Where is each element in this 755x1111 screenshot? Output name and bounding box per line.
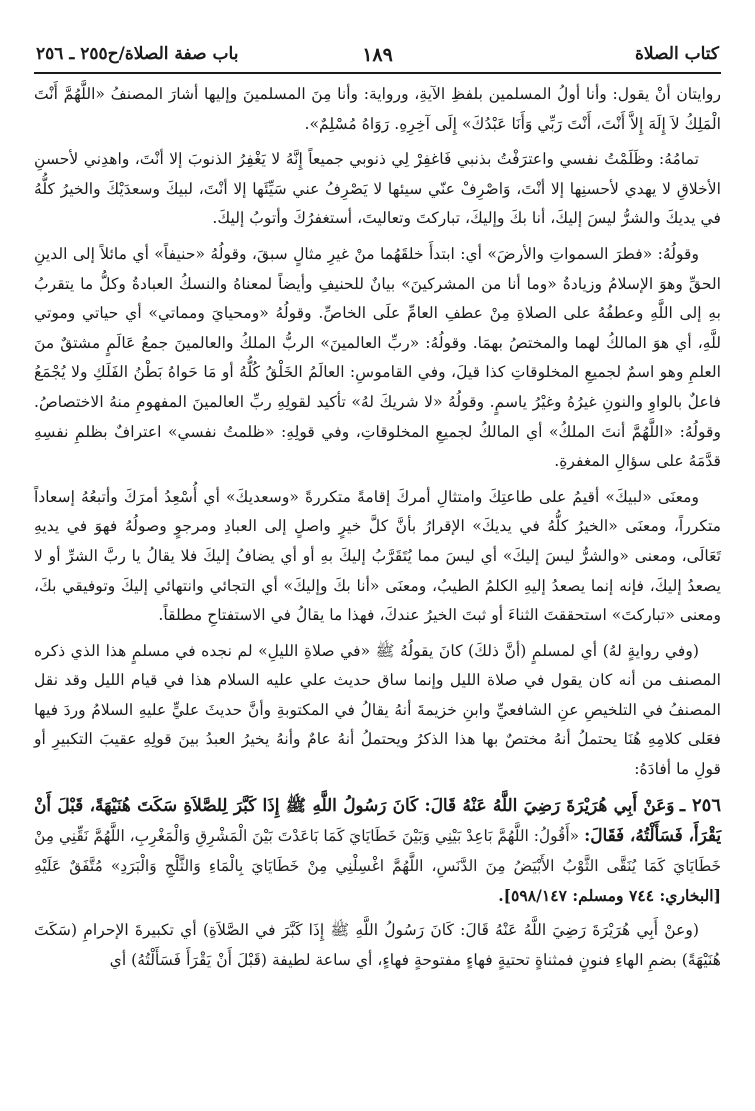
hadith-matn: وَعَنْ أَبِي هُرَيْرَةَ رَضِيَ اللَّهُ عَنْهُ قَالَ: كَانَ رَسُولُ اللَّهِ ﷺ إِذَا كَبَّرَ لِلصَّلاَةِ سَكَتَ هُنَيْهَةً، قَبْلَ أَنْ يَقْرَأَ، فَسَأَلْتُهُ، فَقَالَ:: [34, 794, 721, 846]
paragraph-1: روايتان أنْ يقول: وأنا أولُ المسلمين بلفظِ الآيةِ، ورواية: وأنا مِنَ المسلمينَ وإليها أشارَ المصنفُ «اللَّهُمَّ أَنْتَ الْمَلِكُ لاَ إِلَهَ إِلاَّ أَنْتَ، أَنْتَ رَبِّي وَأَنَا عَبْدُكَ» إِلَى آخِرِهِ. رَوَاهُ مُسْلِمٌ».: [34, 85, 721, 133]
paragraph-3: وقولُهُ: «فطرَ السمواتِ والأرضَ» أي: ابتدأَ خلقَهُما منْ غيرِ مثالٍ سبقَ، وقولُهُ «حنيفاً» أي مائلاً إلى الدينِ الحقِّ وهوَ الإسلامُ وزيادةُ «وما أنا من المشركينَ» بيانٌ للحنيفِ وأيضاً لمعناهُ والنسكُ العبادةُ وكلُّ ما يتقربُ بهِ إلى اللَّهِ وعطفُهُ على الصلاةِ مِنْ عطفِ العامِّ علَى الخاصِّ. وقولُهُ «ومحيايَ ومماتي» أي حياتي وموتي للَّهِ، أي هوَ المالكُ لهما والمختصُ بهمَا. وقولُهُ: «ربِّ العالمينَ» الربُّ الملكُ والعالمينَ جمعُ عَالَمٍ مشتقٌ منَ العلمِ وهو اسمٌ لجميعِ المخلوقاتِ كذا قيلَ، وفي القاموسِ: العالَمُ الخَلْقُ كُلُّهُ أو مَا حَواهُ بَطْنُ الفَلَكِ ولا يُجْمَعُ فاعلٌ بالواوِ والنونِ غيرُهُ وغيْرُ ياسمٍ. وقولُهُ «لا شريكَ لهُ» تأكيد لقولِهِ ربِّ العالمينَ المفهومِ منهُ الاختصاصُ. وقولُهُ: «اللَّهُمَّ أنتَ الملكُ» أي المالكُ لجميعِ المخلوقاتِ، وفي قولِهِ: «ظلمتُ نفسي» اعترافٌ بظلمِ نفسِهِ قدَّمَهُ على سؤالِ المغفرةِ.: [34, 244, 721, 471]
hadith-number: ٢٥٦ ـ: [679, 794, 721, 816]
hadith-source: [البخاري: ٧٤٤ ومسلم: ٥٩٨/١٤٧].: [498, 886, 721, 906]
page-number: ١٨٩: [362, 44, 393, 66]
header-chapter-title: باب صفة الصلاة/ح٢٥٥ ـ ٢٥٦: [36, 44, 239, 64]
paragraph-5: (وفي روايةٍ لهُ) أي لمسلمٍ (أنَّ ذلكَ) كانَ يقولُهُ ﷺ «في صلاةِ الليلِ» لم نجده في مسلمٍ هذا الذي ذكره المصنف من أنه كان يقول في صلاة الليل وإنما ساق حديث علي عليه السلام هذا في قيام الليل وقد نقل المصنفُ في التلخيصِ عنِ الشافعيِّ وابنِ خزيمةَ أنهُ يقالُ في المكتوبةِ وأنَّ حديثَ عليٍّ عليهِ السلامُ وردَ فيها فعَلى كلامِهِ هُنَا يحتملُ أنهُ مختصٌ بها هذا الذكرُ ويحتملُ أنهُ عامٌ وأنهُ يخيرُ العبدُ بينَ قولِهِ عقيبَ التكبيرِ أو قولِ ما أفادَهُ:: [34, 641, 721, 779]
hadith-dua: «أَقُولُ: اللَّهُمَّ بَاعِدْ بَيْنِي وَبَيْنَ خَطَايَايَ كَمَا بَاعَدْتَ بَيْنَ الْمَشْرِقِ وَالْمَغْرِبِ، اللَّهُمَّ نَقِّنِي مِنْ خَطَايَايَ كَمَا يُنَقَّى الثَّوْبُ الأَبْيَضُ مِنَ الدَّنَسِ، اللَّهُمَّ اغْسِلْنِي مِنْ خَطَايَايَ بِالْمَاءِ وَالثَّلْجِ وَالْبَرَدِ» مُتَّفَقٌ عَلَيْهِ: [34, 827, 721, 875]
header-rule: [34, 72, 721, 74]
page-body: [34, 80, 721, 975]
hadith-256: [34, 791, 721, 912]
running-header: [34, 38, 721, 72]
paragraph-2: تمامُهُ: وظَلَمْتُ نفسي واعترَفْتُ بذنبي فَاغفِرْ لِي ذنوبي جميعاً إِنَّهُ لا يَغْفِرُ الذنوبَ إلا أنْتَ، واهدِني لأحسنِ الأخلاقِ لا يهدي لأحسنِها إلا أنْتَ، وَاصْرِفْ عنّي سيئها لا يَصْرِفُ عني سَيِّئَها إلا أنْتَ، لبيكَ وسعدَيْكَ والخيرُ كلُّهُ في يديكَ والشرُّ ليسَ إليكَ، أنا بكَ وإليكَ، تباركتَ وتعاليتَ، أستغفرُكَ وأتوبُ إليكَ.: [34, 150, 721, 228]
header-book-title: كتاب الصلاة: [634, 44, 719, 64]
paragraph-4: ومعنَى «لبيكَ» أقيمُ على طاعتِكَ وامتثالِ أمركَ إقامةً متكررةً «وسعديكَ» أي أُسْعِدُ أمرَكَ وأتبعُهُ إسعاداً متكرراً، ومعنَى «الخيرُ كلُّهُ في يديكَ» الإقرارُ بأنَّ كلَّ خيرٍ واصلٍ إلى العبادِ ومرجوٍ وصولُهُ فهوَ في يديهِ تَعَالَى، ومعنى «والشرُّ ليسَ إليكَ» أي ليسَ مما يُتَقَرَّبُ إليكَ بهِ أو أي يضافُ إليكَ فلا يقالُ يا ربَّ الشرِّ أو لا يصعدُ إليكَ، فإنه إنما يصعدُ إليهِ الكلمُ الطيبُ، ومعنَى «أنا بكَ وإليكَ» أي التجائي وانتهائي إليكَ وتوفيقي بكَ، ومعنى «تباركتَ» استحققتَ الثناءَ أو ثبتَ الخيرُ عندكَ، فهذا ما يقالُ في الاستفتاحِ مطلقاً.: [34, 487, 721, 625]
paragraph-6: (وعنْ أَبِي هُرَيْرَةَ رَضِيَ اللَّهُ عَنْهُ قَالَ: كَانَ رَسُولُ اللَّهِ ﷺ إِذَا كَبَّرَ في الصَّلاَةِ) أي تكبيرةَ الإحرامِ (سَكَتَ هُنَيْهَةً) بضمِ الهاءِ فنونٍ فمثناةٍ تحتيةٍ فهاءٍ مفتوحةٍ فهاءٍ، أي ساعة لطيفة (قَبْلَ أَنْ يَقْرَأَ فَسَأَلْتُهُ) أي: [34, 921, 721, 969]
